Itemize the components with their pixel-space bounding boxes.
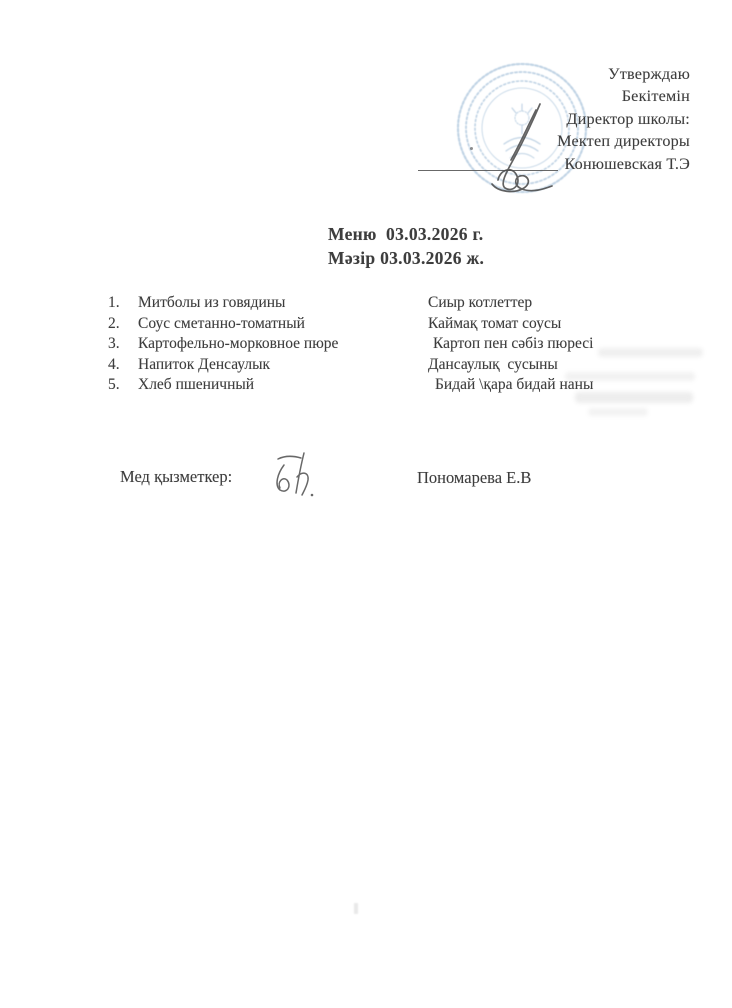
item-name-kk: Бидай \қара бидай наны xyxy=(435,376,594,394)
item-name-ru: Митболы из говядины xyxy=(138,294,286,311)
item-name-ru: Хлеб пшеничный xyxy=(138,376,255,394)
item-name-kk: Каймақ томат соусы xyxy=(428,314,562,332)
med-worker-name: Пономарева Е.В xyxy=(417,468,532,487)
menu-title-ru: Меню 03.03.2026 г. xyxy=(328,224,484,244)
approval-line-kk: Бекітемін xyxy=(621,87,690,106)
scan-smudge xyxy=(598,348,703,357)
menu-title xyxy=(328,223,484,270)
item-number: 5. xyxy=(108,376,120,394)
director-signature-icon xyxy=(478,96,564,198)
scan-smudge xyxy=(565,372,695,381)
menu-row xyxy=(108,334,668,355)
item-name-kk: Дансаулық сусыны xyxy=(428,355,558,373)
item-number: 2. xyxy=(108,314,120,332)
item-name-ru: Напиток Денсаулык xyxy=(138,355,271,373)
item-number: 3. xyxy=(108,335,120,353)
item-name-ru: Картофельно-морковное пюре xyxy=(138,335,339,353)
item-name-ru: Соус сметанно-томатный xyxy=(138,314,305,332)
approval-role-kk: Мектеп директоры xyxy=(557,132,690,151)
approval-role-ru: Директор школы: xyxy=(566,109,690,128)
scan-speck xyxy=(354,903,358,914)
menu-title-kk: Мәзір 03.03.2026 ж. xyxy=(328,247,485,268)
approval-block xyxy=(557,63,690,175)
med-worker-label: Мед қызметкер: xyxy=(120,467,233,486)
med-worker-signature-icon xyxy=(270,449,320,503)
menu-row xyxy=(108,293,668,314)
scan-smudge xyxy=(575,392,693,403)
menu-row xyxy=(108,314,668,335)
item-name-kk: Сиыр котлеттер xyxy=(428,294,533,311)
approval-line-ru: Утверждаю xyxy=(608,65,690,83)
item-number: 1. xyxy=(108,294,120,311)
signature-line xyxy=(418,170,558,171)
item-name-kk: Картоп пен сәбіз пюресі xyxy=(433,335,594,353)
item-number: 4. xyxy=(108,355,120,373)
scan-dot xyxy=(470,147,473,150)
approval-director-name: Конюшевская Т.Э xyxy=(564,154,690,173)
scan-smudge xyxy=(588,408,648,416)
